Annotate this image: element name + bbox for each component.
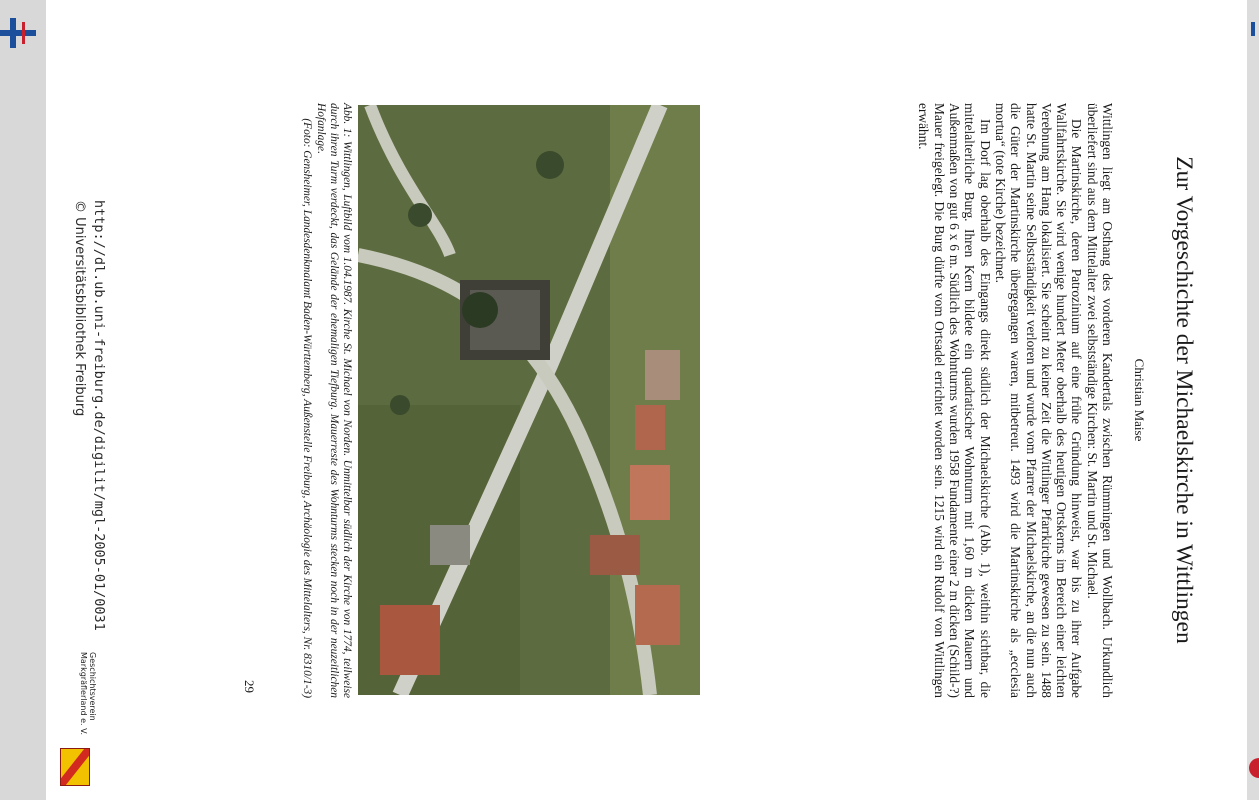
rotated-page-content (46, 0, 1247, 800)
paragraph: Wittlingen liegt am Osthang des vorderen Kandertals zwischen Rümmingen und Wollbach. Urkundlich überliefert sind aus dem Mittelalter zwei selbstständige Kirchen: St. Martin und St. Michael. (1084, 103, 1115, 698)
photo-caption (300, 103, 353, 698)
paragraph: Im Dorf lag oberhalb des Eingangs direkt südlich der Michaelskirche (Abb. 1), weithin sichtbar, die mittelalterliche Burg. Ihren Kern bildete ein quadratischer Wohnturm mit 1,60 m dicken Mauern und Außenmaßen von gut 6 x 6 m. Südlich des Wohnturms wurden 1958 Fundamente einer 2 m dicken (Schild-?) Mauer freigelegt. Die Burg dürfte vom Ortsadel errichtet worden sein. 1215 wird ein Rudolf von Wittlingen erwähnt. (916, 103, 993, 698)
article-author: Christian Maise (1132, 358, 1147, 442)
next-page-edge[interactable] (1247, 0, 1259, 800)
page-number: 29 (242, 680, 257, 693)
document-page (46, 0, 1247, 800)
paragraph: Die Martinskirche, deren Patrozinium auf eine frühe Gründung hinweist, war bis zu ihrer Aufgabe Wallfahrtskirche. Sie wird wenige hundert Meter oberhalb des heutigen Ortskerns im Bereich einer leichten Verebnung am Hang lokalisiert. Sie scheint zu keiner Zeit die Wittlinger Pfarrkirche gewesen zu sein. 1488 hatte St. Martin seine Selbstständigkeit verloren und wurde vom Pfarrer der Michaelskirche, an die nun auch die Güter der Martinskirche übergegangen waren, mitbetreut. 1493 wird die Martinskirche als „ecclesia mortua“ (tote Kirche) bezeichnet. (992, 103, 1085, 698)
aerial-photo-image (358, 105, 700, 695)
caption-text: Abb. 1: Wittlingen, Luftbild vom 1.04.1987. Kirche St. Michael von Norden. Unmittelbar südlich der Kirche von 1774, teilweise durch ihren Turm verdeckt, das Gelände der ehemaligen Tiefburg. Mauerreste des Wohnturms stecken noch in der neuzeitlichen Hofanlage. (314, 103, 353, 698)
copyright-notice: © Universitätsbibliothek Freiburg (72, 200, 87, 417)
caption-credit: (Foto: Gensheimer, Landesdenkmalamt Baden-Württemberg, Außenstelle Freiburg, Archäologie des Mittelalters, Nr. 8310/1-3) (301, 118, 314, 698)
organization-line-1: Geschichtsverein (88, 652, 97, 721)
organization-line-2: Markgräflerland e. V. (79, 652, 88, 736)
next-page-logo-icon (1247, 0, 1259, 800)
ub-logo-icon (0, 0, 46, 800)
digital-library-url[interactable]: http://dl.ub.uni-freiburg.de/digilit/mgl-2005-01/0031 (91, 200, 107, 631)
article-title: Zur Vorgeschichte der Michaelskirche in Wittlingen (1171, 156, 1197, 644)
previous-page-edge[interactable] (0, 0, 46, 800)
organization-name (79, 652, 97, 742)
article-body (916, 103, 1115, 698)
aerial-photo (358, 105, 700, 695)
coat-of-arms-icon (60, 748, 90, 786)
